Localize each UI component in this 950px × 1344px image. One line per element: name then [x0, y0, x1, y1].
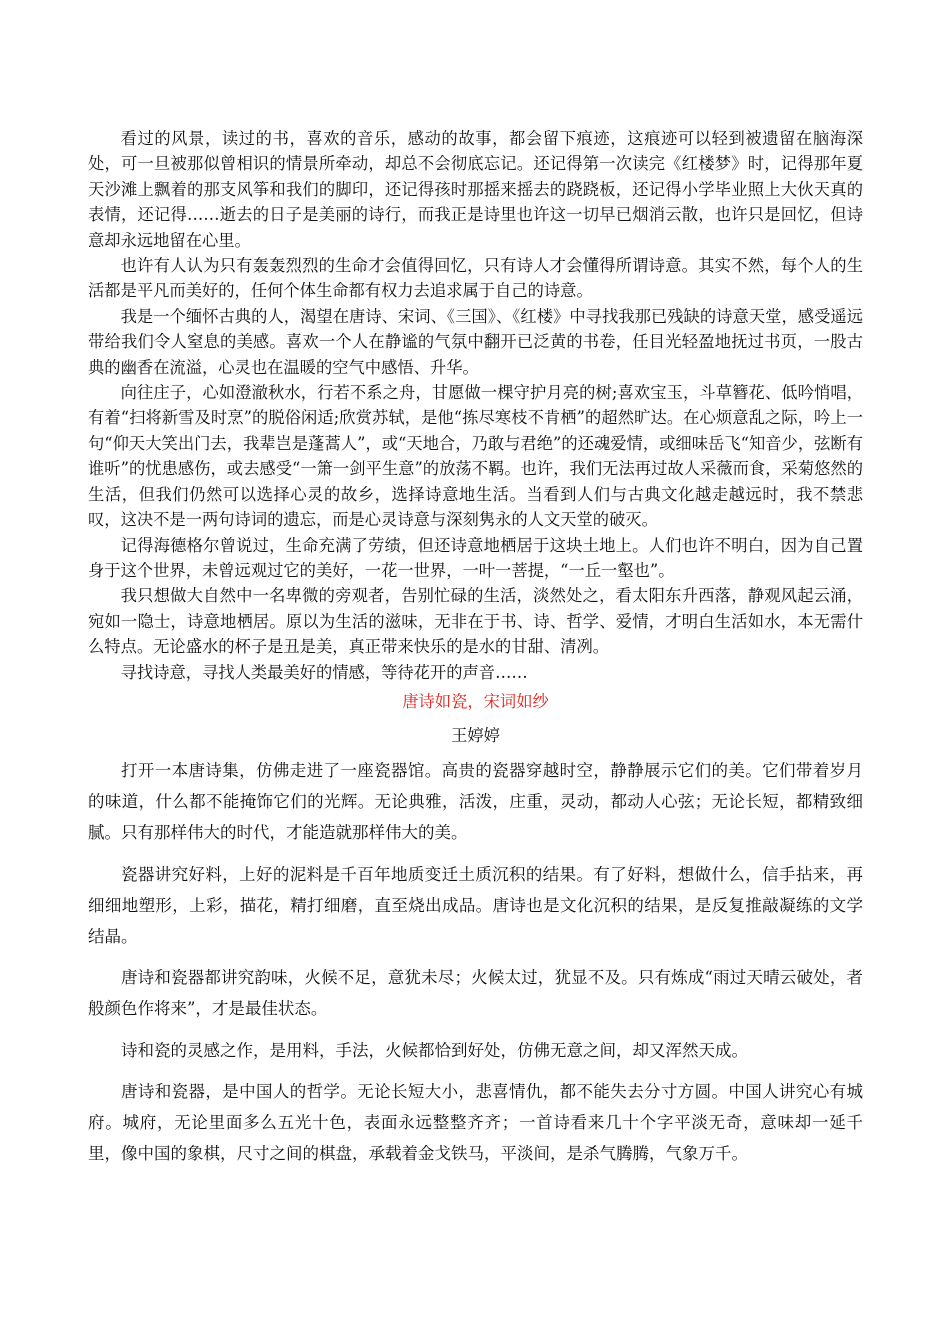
- essay1-paragraph-4: 向往庄子，心如澄澈秋水，行若不系之舟，甘愿做一棵守护月亮的树;喜欢宝玉，斗草簪花、低吟悄唱，有着“扫将新雪及时烹”的脱俗闲适;欣赏苏轼，是他“拣尽寒枝不肯栖”的超然旷达。在心烦意乱之际，吟上一句“仰天大笑出门去，我辈岂是蓬蒿人”，或“天地合，乃敢与君绝”的还魂爱情，或细味岳飞“知音少，弦断有谁听”的忧患感伤，或去感受“一箫一剑平生意”的放荡不羁。也许，我们无法再过故人采薇而食，采菊悠然的生活，但我们仍然可以选择心灵的故乡，选择诗意地生活。当看到人们与古典文化越走越远时，我不禁悲叹，这决不是一两句诗词的遗忘，而是心灵诗意与深刻隽永的人文天堂的破灭。: [88, 383, 863, 530]
- page-body: [88, 126, 863, 1179]
- essay1-paragraph-1: 看过的风景，读过的书，喜欢的音乐，感动的故事，都会留下痕迹，这痕迹可以轻到被遗留在脑海深处，可一旦被那似曾相识的情景所牵动，却总不会彻底忘记。还记得第一次读完《红楼梦》时，记得那年夏天沙滩上飘着的那支风筝和我们的脚印，还记得孩时那摇来摇去的跷跷板，还记得小学毕业照上大伙天真的表情，还记得……逝去的日子是美丽的诗行，而我正是诗里也许这一切早已烟消云散，也许只是回忆，但诗意却永远地留在心里。: [88, 129, 863, 250]
- essay2-paragraph-2: 瓷器讲究好料，上好的泥料是千百年地质变迁土质沉积的结果。有了好料，想做什么，信手拈来，再细细地塑形，上彩，描花，精打细磨，直至烧出成品。唐诗也是文化沉积的结果，是反复推敲凝练的文学结晶。: [88, 864, 863, 946]
- essay2-paragraph-4: 诗和瓷的灵感之作，是用料，手法，火候都恰到好处，仿佛无意之间，却又浑然天成。: [121, 1040, 748, 1060]
- essay2-paragraph-1: 打开一本唐诗集，仿佛走进了一座瓷器馆。高贵的瓷器穿越时空，静静展示它们的美。它们带着岁月的味道，什么都不能掩饰它们的光辉。无论典雅，活泼，庄重，灵动，都动人心弦；无论长短，都精致细腻。只有那样伟大的时代，才能造就那样伟大的美。: [88, 760, 863, 843]
- essay1-paragraph-6: 我只想做大自然中一名卑微的旁观者，告别忙碌的生活，淡然处之，看太阳东升西落，静观风起云涌，宛如一隐士，诗意地栖居。原以为生活的滋味，无非在于书、诗、哲学、爱情，才明白生活如水，本无需什么特点。无论盛水的杯子是丑是美，真正带来快乐的是水的甘甜、清冽。: [88, 586, 863, 657]
- essay1-paragraph-2: 也许有人认为只有轰轰烈烈的生命才会值得回忆，只有诗人才会懂得所谓诗意。其实不然，每个人的生活都是平凡而美好的，任何个体生命都有权力去追求属于自己的诗意。: [88, 256, 863, 301]
- essay-poetic-life: [88, 126, 863, 685]
- essay1-paragraph-3: 我是一个缅怀古典的人，渴望在唐诗、宋词、《三国》、《红楼》中寻找我那已残缺的诗意天堂，感受遥远带给我们令人窒息的美感。喜欢一个人在静谧的气氛中翻开已泛黄的书卷，任目光轻盈地抚过书页，一股古典的幽香在流溢，心灵也在温暖的空气中感悟、升华。: [88, 306, 863, 377]
- essay-title: 唐诗如瓷，宋词如纱: [402, 691, 549, 711]
- essay2-paragraph-3: 唐诗和瓷器都讲究韵味，火候不足，意犹未尽；火候太过，犹显不及。只有炼成“雨过天晴云破处，者般颜色作将来”，才是最佳状态。: [88, 968, 863, 1019]
- essay1-paragraph-5: 记得海德格尔曾说过，生命充满了劳绩，但还诗意地栖居于这块土地上。人们也许不明白，因为自己置身于这个世界，未曾远观过它的美好，一花一世界，一叶一菩提，“一丘一壑也”。: [88, 535, 863, 580]
- essay1-paragraph-7: 寻找诗意，寻找人类最美好的情感，等待花开的声音……: [120, 662, 528, 682]
- essay-tang-poetry-porcelain: [88, 755, 863, 1169]
- essay2-paragraph-5: 唐诗和瓷器，是中国人的哲学。无论长短大小，悲喜情仇，都不能失去分寸方圆。中国人讲究心有城府。城府，无论里面多么五光十色，表面永远整整齐齐；一首诗看来几十个字平淡无奇，意味却一延千里，像中国的象棋，尺寸之间的棋盘，承载着金戈铁马，平淡间，是杀气腾腾，气象万千。: [88, 1081, 863, 1164]
- essay-author: 王婷婷: [451, 725, 500, 745]
